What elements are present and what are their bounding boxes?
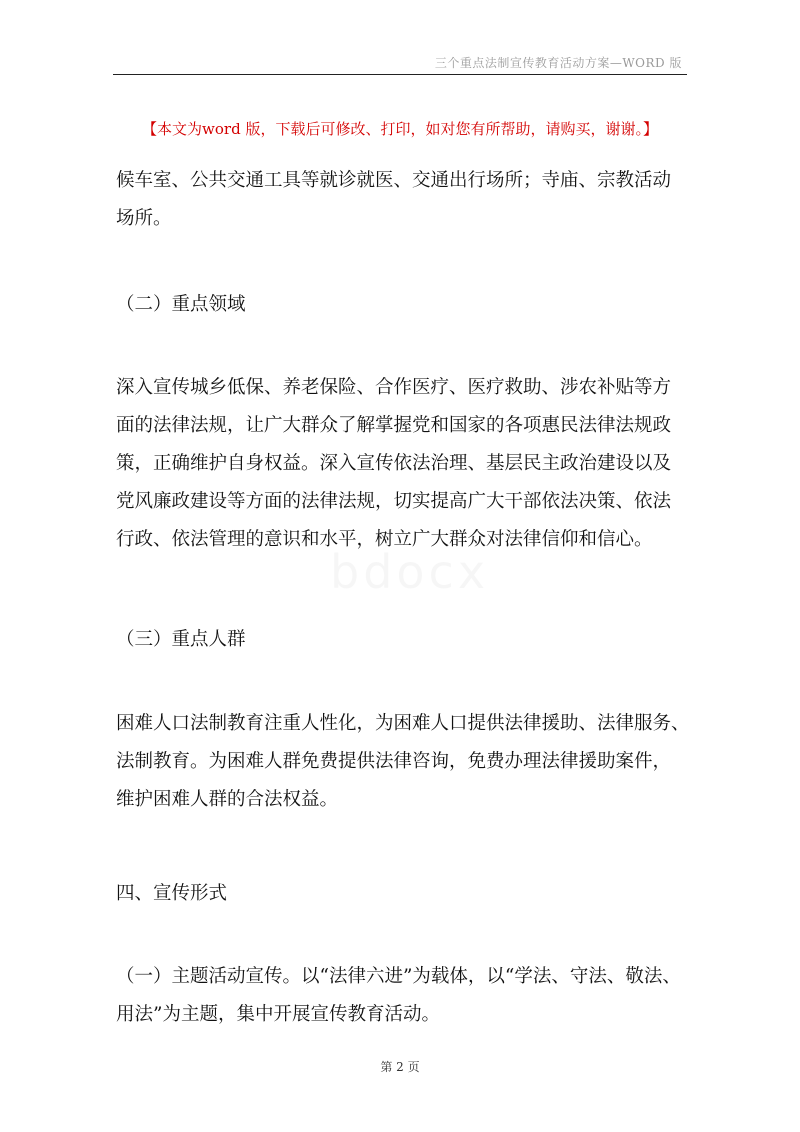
- text-line: （一）主题活动宣传。以“法律六进”为载体，以“学法、守法、敬法、: [116, 966, 681, 987]
- text-line: 场所。: [116, 208, 172, 229]
- paragraph-venues: [116, 162, 690, 238]
- text-line: 用法”为主题，集中开展宣传教育活动。: [116, 1004, 440, 1025]
- text-line: 深入宣传城乡低保、养老保险、合作医疗、医疗救助、涉农补贴等方: [116, 377, 672, 398]
- paragraph-theme-activity: [116, 958, 690, 1034]
- text-line: 困难人口法制教育注重人性化，为困难人口提供法律援助、法律服务、: [116, 713, 690, 734]
- text-line: 维护困难人群的合法权益。: [116, 789, 339, 810]
- paragraph-key-areas: [116, 369, 690, 559]
- section-heading: （三）重点人群: [116, 629, 246, 650]
- section-heading: 四、宣传形式: [116, 883, 228, 904]
- text-line: 候车室、公共交通工具等就诊就医、交通出行场所；寺庙、宗教活动: [116, 170, 672, 191]
- heading-publicity-forms: [116, 875, 690, 913]
- section-heading: （二）重点领域: [116, 294, 246, 315]
- page-number: 第 2 页: [380, 1060, 420, 1074]
- heading-key-groups: [116, 621, 690, 659]
- document-header-title: 三个重点法制宣传教育活动方案—WORD 版: [434, 56, 682, 70]
- text-line: 法制教育。为困难人群免费提供法律咨询，免费办理法律援助案件，: [116, 751, 672, 772]
- text-line: 面的法律法规，让广大群众了解掌握党和国家的各项惠民法律法规政: [116, 415, 672, 436]
- header-divider: [113, 74, 687, 75]
- text-line: 策，正确维护自身权益。深入宣传依法治理、基层民主政治建设以及: [116, 453, 672, 474]
- text-line: 党风廉政建设等方面的法律法规，切实提高广大干部依法决策、依法: [116, 491, 672, 512]
- purchase-notice: 【本文为word 版，下载后可修改、打印，如对您有所帮助，请购买，谢谢。】: [142, 120, 658, 138]
- paragraph-key-groups: [116, 705, 690, 819]
- heading-key-areas: [116, 286, 690, 324]
- text-line: 行政、依法管理的意识和水平，树立广大群众对法律信仰和信心。: [116, 529, 653, 550]
